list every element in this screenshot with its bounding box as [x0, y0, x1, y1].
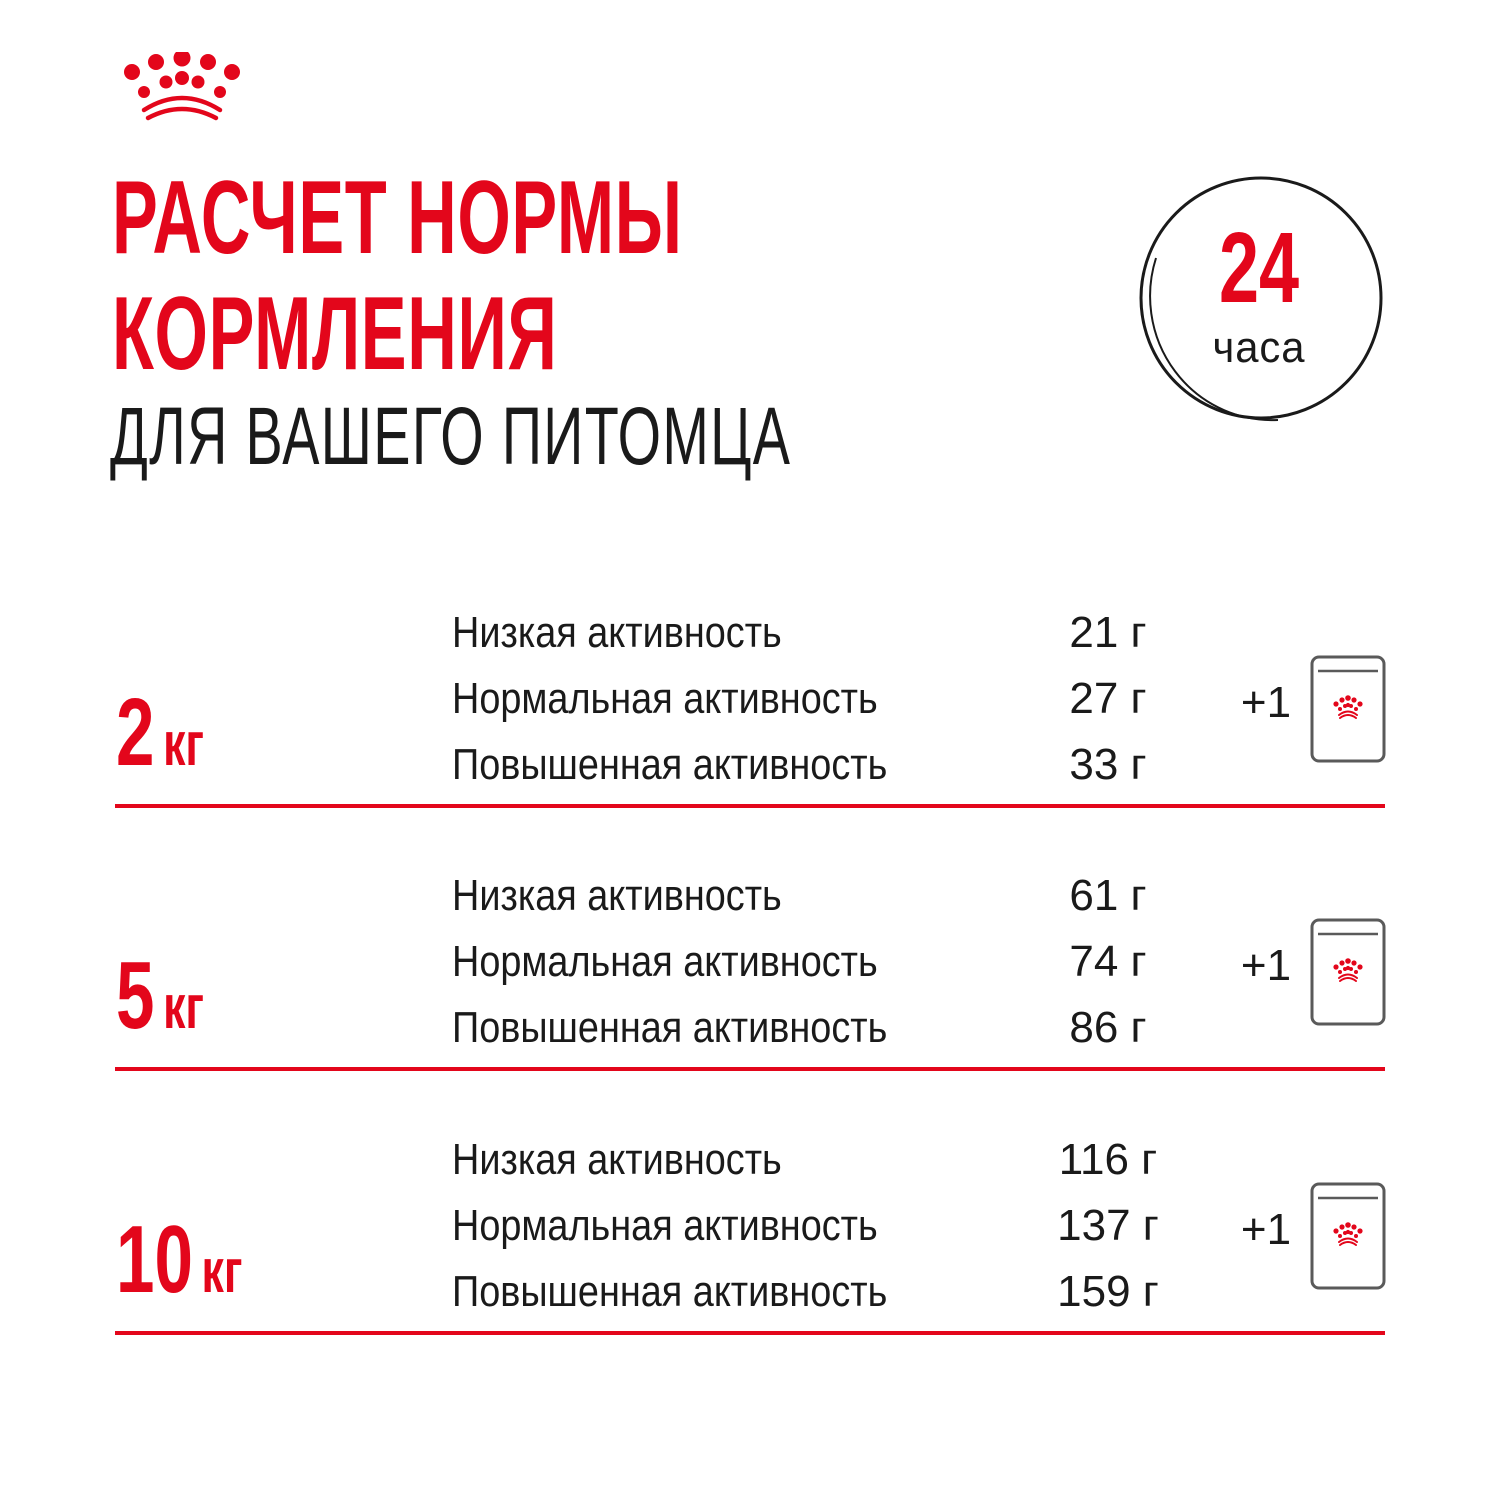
feeding-row: [452, 1262, 1212, 1322]
amount-value: 159 г: [1057, 1267, 1159, 1316]
page-title-line2: КОРМЛЕНИЯ: [112, 276, 558, 392]
weight-label: [116, 942, 205, 1049]
feeding-row: [452, 932, 1212, 992]
amount-value: 86 г: [1069, 1003, 1147, 1052]
weight-unit: кг: [201, 1237, 243, 1306]
feeding-row: [452, 735, 1212, 795]
pouch-icon: [1310, 918, 1386, 1026]
plus-one-label: +1: [1240, 941, 1292, 990]
plus-one-label: +1: [1240, 1205, 1292, 1254]
feeding-row: [452, 1130, 1212, 1190]
weight-label: [116, 1206, 243, 1313]
feeding-section: [0, 866, 1500, 1129]
weight-value: 5: [116, 942, 155, 1049]
activity-label: Низкая активность: [452, 871, 782, 920]
crown-icon: [118, 52, 246, 126]
weight-unit: кг: [163, 710, 205, 779]
activity-label: Повышенная активность: [452, 740, 888, 789]
pouch-icon: [1310, 1182, 1386, 1290]
feeding-row: [452, 603, 1212, 663]
feeding-section: [0, 1130, 1500, 1393]
hours-badge: [1128, 168, 1390, 430]
amount-value: 74 г: [1069, 937, 1147, 986]
activity-label: Повышенная активность: [452, 1003, 888, 1052]
amount-value: 33 г: [1069, 740, 1147, 789]
feeding-row: [452, 1196, 1212, 1256]
page-subtitle: ДЛЯ ВАШЕГО ПИТОМЦА: [110, 391, 792, 482]
activity-label: Повышенная активность: [452, 1267, 888, 1316]
badge-unit: часа: [1212, 323, 1306, 372]
feeding-row: [452, 998, 1212, 1058]
page-title-line1: РАСЧЕТ НОРМЫ: [112, 160, 683, 276]
section-divider: [115, 1331, 1385, 1335]
badge-number: 24: [1218, 212, 1300, 324]
weight-value: 2: [116, 679, 155, 786]
activity-label: Низкая активность: [452, 1135, 782, 1184]
amount-value: 137 г: [1057, 1201, 1159, 1250]
amount-value: 116 г: [1058, 1135, 1158, 1184]
activity-label: Низкая активность: [452, 608, 782, 657]
weight-unit: кг: [163, 973, 205, 1042]
plus-one-label: +1: [1240, 678, 1292, 727]
section-divider: [115, 804, 1385, 808]
activity-label: Нормальная активность: [452, 1201, 878, 1250]
feeding-section: [0, 603, 1500, 866]
activity-label: Нормальная активность: [452, 674, 878, 723]
amount-value: 61 г: [1069, 871, 1147, 920]
section-divider: [115, 1067, 1385, 1071]
amount-value: 21 г: [1069, 608, 1147, 657]
amount-value: 27 г: [1069, 674, 1147, 723]
feeding-row: [452, 866, 1212, 926]
feeding-row: [452, 669, 1212, 729]
pouch-icon: [1310, 655, 1386, 763]
activity-label: Нормальная активность: [452, 937, 878, 986]
weight-label: [116, 679, 205, 786]
weight-value: 10: [116, 1206, 193, 1313]
